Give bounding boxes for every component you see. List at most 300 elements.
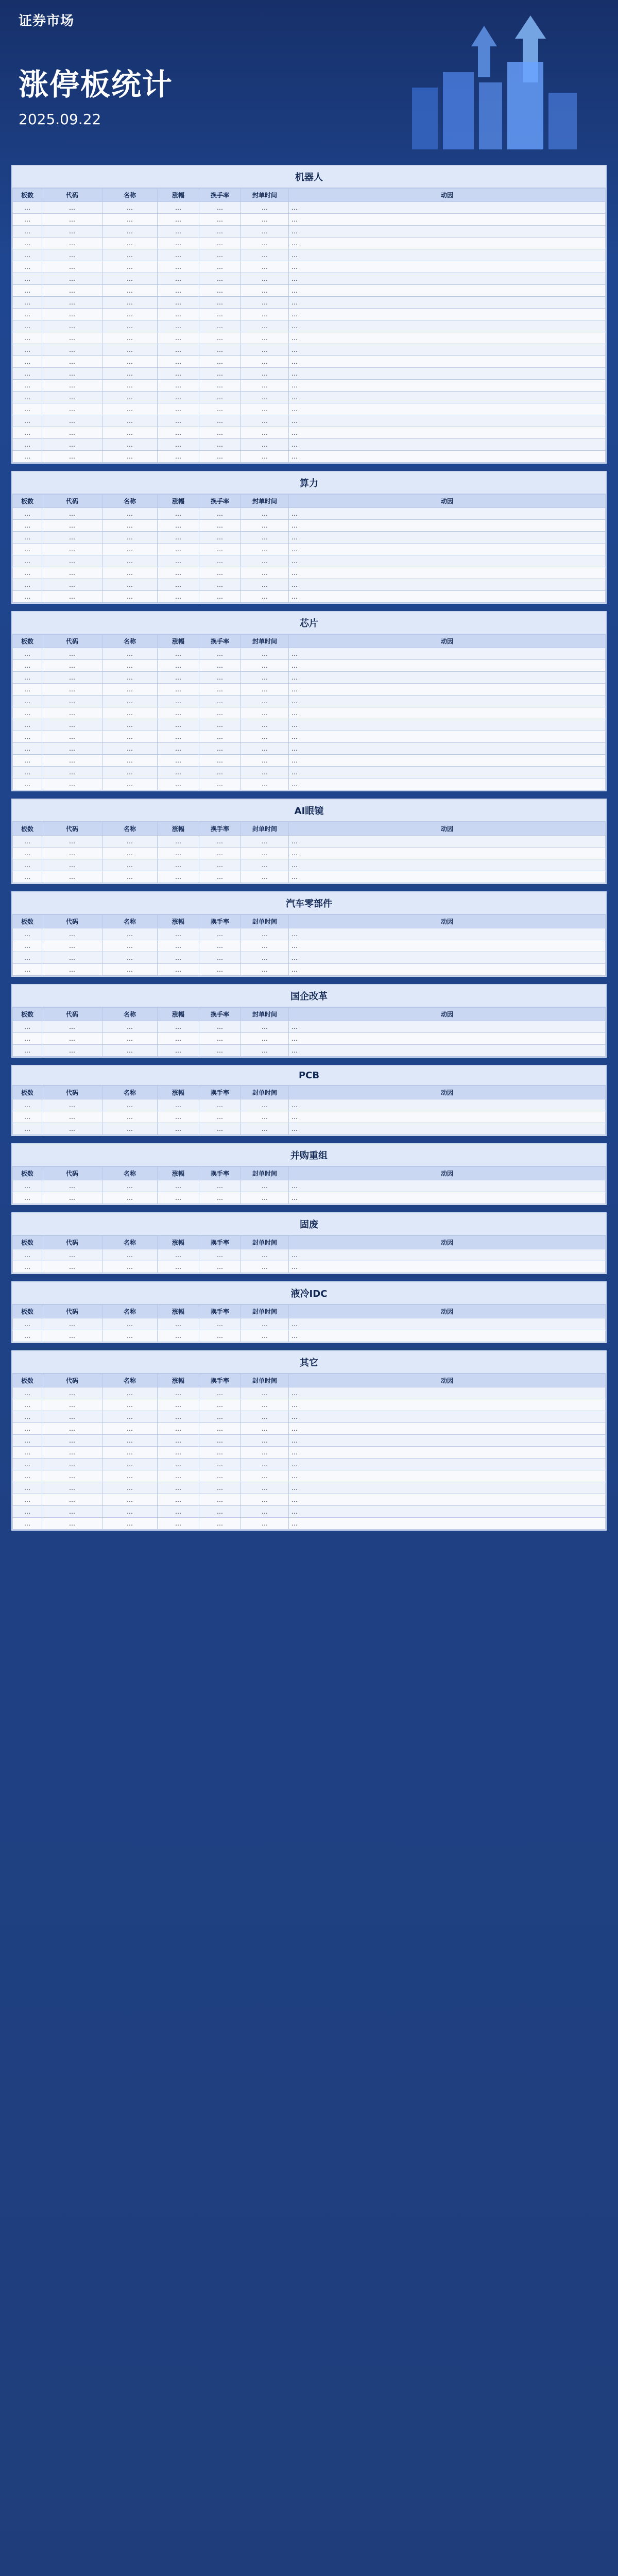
table-cell: … — [42, 226, 102, 238]
table-cell: … — [42, 1180, 102, 1192]
table-cell: … — [241, 1249, 289, 1261]
table-row — [13, 261, 606, 273]
table-row — [13, 684, 606, 696]
table-cell: … — [13, 743, 42, 755]
table-cell: … — [289, 249, 606, 261]
table-cell: … — [199, 707, 241, 719]
table-cell: … — [241, 1192, 289, 1204]
table-cell: … — [199, 544, 241, 555]
column-header: 板数 — [13, 915, 42, 928]
table-cell: … — [199, 778, 241, 790]
table-cell: … — [42, 859, 102, 871]
table-cell: … — [289, 555, 606, 567]
column-header: 代码 — [42, 1008, 102, 1021]
table-cell: … — [13, 1494, 42, 1506]
table-cell: … — [158, 767, 199, 778]
table-cell: … — [42, 1249, 102, 1261]
table-cell: … — [199, 859, 241, 871]
table-cell: … — [241, 1399, 289, 1411]
table-cell: … — [289, 859, 606, 871]
table-row — [13, 1330, 606, 1342]
table-cell: … — [199, 1111, 241, 1123]
section-title: 液冷IDC — [12, 1282, 606, 1304]
table-cell: … — [13, 1435, 42, 1447]
table-row — [13, 1021, 606, 1033]
table-row — [13, 249, 606, 261]
table-cell: … — [13, 964, 42, 976]
column-header: 封单时间 — [241, 1374, 289, 1387]
section-title: 国企改革 — [12, 985, 606, 1007]
table-cell: … — [241, 368, 289, 380]
table-row — [13, 579, 606, 591]
table-cell: … — [102, 859, 158, 871]
table-cell: … — [102, 731, 158, 743]
table-cell: … — [13, 508, 42, 520]
table-cell: … — [289, 273, 606, 285]
table-row — [13, 226, 606, 238]
table-cell: … — [158, 731, 199, 743]
table-row — [13, 743, 606, 755]
table-cell: … — [241, 451, 289, 463]
stock-table — [12, 188, 606, 463]
table-cell: … — [241, 964, 289, 976]
table-row — [13, 1111, 606, 1123]
column-header: 涨幅 — [158, 822, 199, 836]
table-cell: … — [42, 836, 102, 848]
table-cell: … — [102, 1318, 158, 1330]
table-cell: … — [158, 380, 199, 392]
table-cell: … — [13, 1111, 42, 1123]
table-row — [13, 1045, 606, 1057]
table-cell: … — [102, 544, 158, 555]
table-cell: … — [199, 344, 241, 356]
table-cell: … — [13, 415, 42, 427]
table-row — [13, 940, 606, 952]
table-cell: … — [199, 1518, 241, 1530]
table-cell: … — [158, 544, 199, 555]
table-cell: … — [102, 567, 158, 579]
column-header: 换手率 — [199, 189, 241, 202]
table-cell: … — [158, 591, 199, 603]
table-row — [13, 1447, 606, 1459]
table-cell: … — [102, 1099, 158, 1111]
table-cell: … — [158, 1180, 199, 1192]
table-cell: … — [199, 532, 241, 544]
table-cell: … — [13, 859, 42, 871]
table-row — [13, 1399, 606, 1411]
table-cell: … — [13, 1033, 42, 1045]
table-cell: … — [13, 356, 42, 368]
table-cell: … — [199, 952, 241, 964]
table-cell: … — [102, 214, 158, 226]
table-row — [13, 520, 606, 532]
table-cell: … — [289, 238, 606, 249]
section — [11, 1281, 607, 1343]
table-cell: … — [241, 1033, 289, 1045]
table-cell: … — [102, 356, 158, 368]
table-cell: … — [241, 344, 289, 356]
table-cell: … — [13, 684, 42, 696]
table-cell: … — [102, 508, 158, 520]
table-cell: … — [199, 660, 241, 672]
table-cell: … — [42, 1192, 102, 1204]
table-cell: … — [289, 1447, 606, 1459]
column-header: 涨幅 — [158, 189, 199, 202]
table-row — [13, 392, 606, 403]
column-header: 动因 — [289, 1086, 606, 1099]
table-cell: … — [158, 555, 199, 567]
table-row — [13, 1470, 606, 1482]
table-cell: … — [102, 532, 158, 544]
stock-table — [12, 1086, 606, 1135]
table-cell: … — [42, 344, 102, 356]
column-header: 换手率 — [199, 1236, 241, 1249]
table-cell: … — [241, 415, 289, 427]
table-row — [13, 696, 606, 707]
table-cell: … — [102, 778, 158, 790]
table-cell: … — [241, 928, 289, 940]
column-header: 动因 — [289, 1236, 606, 1249]
table-cell: … — [42, 731, 102, 743]
table-cell: … — [199, 415, 241, 427]
section-title: 固废 — [12, 1213, 606, 1235]
table-cell: … — [289, 1045, 606, 1057]
table-cell: … — [241, 767, 289, 778]
table-cell: … — [289, 964, 606, 976]
column-header: 代码 — [42, 1167, 102, 1180]
table-cell: … — [241, 439, 289, 451]
table-cell: … — [158, 356, 199, 368]
column-header: 封单时间 — [241, 495, 289, 508]
table-cell: … — [102, 1518, 158, 1530]
table-row — [13, 380, 606, 392]
table-cell: … — [241, 648, 289, 660]
table-cell: … — [13, 1261, 42, 1273]
table-cell: … — [42, 871, 102, 883]
table-cell: … — [241, 1123, 289, 1135]
table-cell: … — [289, 1318, 606, 1330]
table-cell: … — [13, 249, 42, 261]
table-cell: … — [102, 952, 158, 964]
table-cell: … — [199, 1330, 241, 1342]
table-cell: … — [199, 1435, 241, 1447]
table-cell: … — [102, 1111, 158, 1123]
table-cell: … — [158, 743, 199, 755]
table-row — [13, 532, 606, 544]
table-cell: … — [199, 1033, 241, 1045]
column-header: 封单时间 — [241, 1236, 289, 1249]
table-cell: … — [289, 1494, 606, 1506]
table-cell: … — [289, 1123, 606, 1135]
table-row — [13, 1249, 606, 1261]
table-cell: … — [241, 297, 289, 309]
table-cell: … — [13, 940, 42, 952]
table-row — [13, 285, 606, 297]
table-cell: … — [241, 1318, 289, 1330]
table-row — [13, 439, 606, 451]
table-cell: … — [199, 767, 241, 778]
table-cell: … — [158, 439, 199, 451]
table-cell: … — [42, 1435, 102, 1447]
table-cell: … — [102, 1033, 158, 1045]
table-cell: … — [102, 344, 158, 356]
table-cell: … — [158, 1099, 199, 1111]
table-cell: … — [199, 1399, 241, 1411]
table-cell: … — [42, 1111, 102, 1123]
table-cell: … — [199, 1099, 241, 1111]
table-cell: … — [199, 451, 241, 463]
stock-table — [12, 822, 606, 883]
table-cell: … — [241, 1506, 289, 1518]
table-cell: … — [289, 1111, 606, 1123]
column-header: 涨幅 — [158, 635, 199, 648]
table-cell: … — [199, 297, 241, 309]
table-cell: … — [13, 952, 42, 964]
table-cell: … — [102, 520, 158, 532]
column-header: 换手率 — [199, 822, 241, 836]
table-cell: … — [158, 427, 199, 439]
table-cell: … — [199, 508, 241, 520]
table-cell: … — [158, 285, 199, 297]
table-cell: … — [102, 238, 158, 249]
table-cell: … — [241, 285, 289, 297]
column-header: 代码 — [42, 635, 102, 648]
table-cell: … — [241, 356, 289, 368]
column-header: 封单时间 — [241, 189, 289, 202]
column-header: 板数 — [13, 189, 42, 202]
table-cell: … — [241, 1447, 289, 1459]
table-cell: … — [102, 1330, 158, 1342]
table-cell: … — [42, 952, 102, 964]
page-header — [0, 0, 618, 165]
section-title: AI眼镜 — [12, 800, 606, 822]
table-cell: … — [13, 1192, 42, 1204]
table-cell: … — [289, 451, 606, 463]
table-cell: … — [42, 928, 102, 940]
column-header: 代码 — [42, 1086, 102, 1099]
stock-table — [12, 1374, 606, 1530]
table-cell: … — [13, 1387, 42, 1399]
table-cell: … — [42, 591, 102, 603]
table-cell: … — [289, 427, 606, 439]
column-header: 代码 — [42, 822, 102, 836]
table-cell: … — [241, 427, 289, 439]
stock-table — [12, 494, 606, 603]
section — [11, 1350, 607, 1531]
table-cell: … — [102, 719, 158, 731]
column-header: 涨幅 — [158, 1086, 199, 1099]
section — [11, 799, 607, 884]
table-cell: … — [13, 273, 42, 285]
column-header: 代码 — [42, 915, 102, 928]
column-header: 名称 — [102, 822, 158, 836]
table-cell: … — [241, 1099, 289, 1111]
table-cell: … — [42, 1330, 102, 1342]
table-cell: … — [158, 320, 199, 332]
table-cell: … — [289, 707, 606, 719]
column-header: 涨幅 — [158, 1305, 199, 1318]
table-cell: … — [102, 940, 158, 952]
table-cell: … — [199, 567, 241, 579]
table-cell: … — [13, 1099, 42, 1111]
table-row — [13, 778, 606, 790]
table-row — [13, 427, 606, 439]
table-cell: … — [241, 1180, 289, 1192]
table-cell: … — [158, 660, 199, 672]
table-cell: … — [241, 238, 289, 249]
table-cell: … — [158, 848, 199, 859]
table-row — [13, 1423, 606, 1435]
table-cell: … — [289, 567, 606, 579]
table-cell: … — [199, 249, 241, 261]
table-cell: … — [13, 1045, 42, 1057]
table-cell: … — [13, 567, 42, 579]
table-cell: … — [158, 238, 199, 249]
table-cell: … — [158, 451, 199, 463]
table-cell: … — [102, 202, 158, 214]
table-cell: … — [158, 928, 199, 940]
table-cell: … — [199, 1470, 241, 1482]
table-cell: … — [289, 1033, 606, 1045]
stock-table — [12, 634, 606, 790]
section-title: 其它 — [12, 1351, 606, 1374]
table-cell: … — [199, 871, 241, 883]
table-cell: … — [42, 684, 102, 696]
table-cell: … — [158, 1387, 199, 1399]
column-header: 动因 — [289, 495, 606, 508]
table-cell: … — [158, 684, 199, 696]
table-row — [13, 707, 606, 719]
table-cell: … — [13, 696, 42, 707]
table-row — [13, 403, 606, 415]
table-cell: … — [42, 1387, 102, 1399]
table-cell: … — [289, 544, 606, 555]
table-cell: … — [158, 403, 199, 415]
column-header: 换手率 — [199, 1008, 241, 1021]
table-cell: … — [102, 1435, 158, 1447]
table-row — [13, 1482, 606, 1494]
table-cell: … — [289, 415, 606, 427]
table-cell: … — [289, 332, 606, 344]
table-cell: … — [158, 520, 199, 532]
table-cell: … — [289, 520, 606, 532]
column-header: 涨幅 — [158, 1236, 199, 1249]
table-cell: … — [289, 1470, 606, 1482]
section-title: PCB — [12, 1066, 606, 1086]
column-header: 板数 — [13, 1008, 42, 1021]
table-cell: … — [158, 249, 199, 261]
table-cell: … — [241, 660, 289, 672]
table-cell: … — [199, 1447, 241, 1459]
table-cell: … — [199, 836, 241, 848]
column-header: 涨幅 — [158, 1374, 199, 1387]
table-cell: … — [42, 567, 102, 579]
table-cell: … — [289, 591, 606, 603]
table-cell: … — [13, 707, 42, 719]
table-cell: … — [13, 871, 42, 883]
table-cell: … — [42, 261, 102, 273]
table-cell: … — [158, 672, 199, 684]
table-cell: … — [42, 1518, 102, 1530]
table-cell: … — [13, 1518, 42, 1530]
column-header: 换手率 — [199, 1167, 241, 1180]
table-cell: … — [13, 1399, 42, 1411]
column-header: 封单时间 — [241, 1008, 289, 1021]
table-cell: … — [289, 320, 606, 332]
table-cell: … — [158, 567, 199, 579]
table-cell: … — [241, 848, 289, 859]
table-cell: … — [102, 368, 158, 380]
table-cell: … — [199, 1249, 241, 1261]
skyline-illustration — [381, 15, 597, 149]
table-cell: … — [241, 707, 289, 719]
table-cell: … — [102, 285, 158, 297]
table-cell: … — [102, 439, 158, 451]
table-row — [13, 755, 606, 767]
table-cell: … — [102, 1447, 158, 1459]
table-cell: … — [199, 273, 241, 285]
table-cell: … — [13, 392, 42, 403]
table-row — [13, 1099, 606, 1111]
table-cell: … — [199, 1045, 241, 1057]
table-cell: … — [199, 848, 241, 859]
table-cell: … — [13, 755, 42, 767]
table-row — [13, 356, 606, 368]
table-cell: … — [241, 403, 289, 415]
column-header: 涨幅 — [158, 1008, 199, 1021]
table-cell: … — [241, 567, 289, 579]
table-cell: … — [13, 297, 42, 309]
column-header: 换手率 — [199, 635, 241, 648]
column-header: 板数 — [13, 1374, 42, 1387]
table-cell: … — [13, 451, 42, 463]
table-cell: … — [241, 532, 289, 544]
table-cell: … — [102, 309, 158, 320]
table-cell: … — [289, 1249, 606, 1261]
table-cell: … — [13, 285, 42, 297]
table-row — [13, 1387, 606, 1399]
table-cell: … — [199, 214, 241, 226]
column-header: 板数 — [13, 822, 42, 836]
table-row — [13, 1459, 606, 1470]
section-title: 机器人 — [12, 166, 606, 188]
table-cell: … — [199, 1411, 241, 1423]
table-cell: … — [289, 1423, 606, 1435]
table-cell: … — [241, 1518, 289, 1530]
table-cell: … — [289, 579, 606, 591]
table-cell: … — [289, 940, 606, 952]
table-cell: … — [102, 1180, 158, 1192]
table-cell: … — [241, 1411, 289, 1423]
table-row — [13, 1123, 606, 1135]
table-cell: … — [13, 320, 42, 332]
table-cell: … — [158, 1033, 199, 1045]
table-cell: … — [241, 743, 289, 755]
table-cell: … — [42, 392, 102, 403]
table-cell: … — [158, 1411, 199, 1423]
table-cell: … — [102, 332, 158, 344]
table-cell: … — [13, 1249, 42, 1261]
table-cell: … — [13, 202, 42, 214]
table-cell: … — [158, 1249, 199, 1261]
table-cell: … — [289, 1411, 606, 1423]
table-cell: … — [289, 344, 606, 356]
table-cell: … — [241, 579, 289, 591]
table-cell: … — [158, 836, 199, 848]
table-cell: … — [42, 380, 102, 392]
table-cell: … — [13, 439, 42, 451]
table-cell: … — [289, 648, 606, 660]
